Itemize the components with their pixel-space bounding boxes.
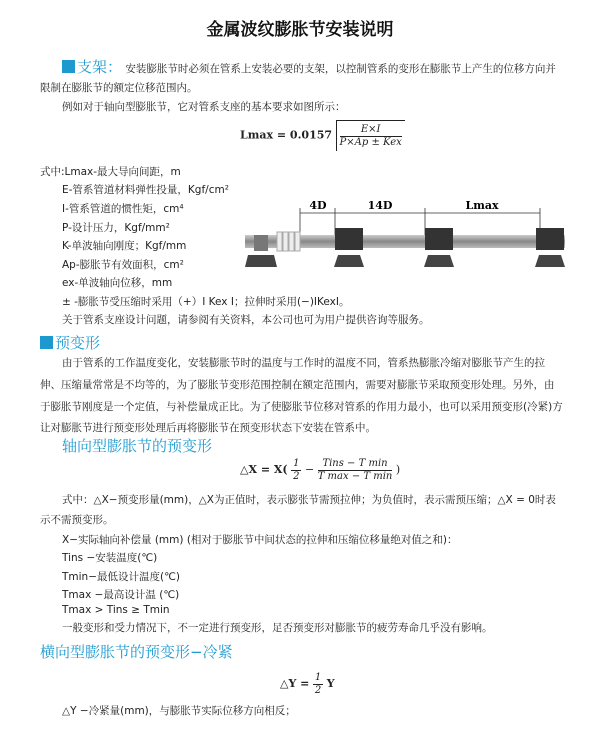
page-title: 金属波纹膨胀节安装说明 (206, 20, 394, 40)
half-num: 1 (293, 457, 300, 469)
axial-def: Tmax −最高设计温 (℃) (62, 589, 180, 601)
half-fraction (291, 458, 301, 483)
dim-label-lmax: Lmax (465, 199, 499, 212)
para-line: 于膨胀节刚度是一个定值，与补偿量成正比。为了使膨胀节位移对管系的作用力最小，也可以采用预变形(冷紧)方 (40, 401, 563, 413)
formula-numerator: E×I (340, 124, 402, 137)
axial-def: Tmin−最低设计温度(℃) (62, 571, 180, 583)
def-line: ± -膨胀节受压缩时采用（+）I Kex I；拉伸时采用(−)IKexI。 (62, 296, 350, 308)
minus-sign: − (304, 463, 315, 476)
dim-label-14d: 14D (367, 199, 393, 212)
square-bullet-icon (62, 60, 75, 73)
lateral-def: △Y −冷紧量(mm)，与膨胀节实际位移方向相反； (62, 705, 296, 717)
axial-lhs: △X = X( (240, 463, 288, 476)
predeform-heading-text: 预变形 (55, 334, 101, 352)
support-intro-1: 安装膨胀节时必须在管系上安装必要的支架，以控制管系的变形在膨胀节上产生的位移方向并 (125, 63, 556, 75)
pipe-support-diagram (240, 195, 570, 280)
predeform-heading (40, 333, 100, 353)
half-den: 2 (293, 470, 300, 482)
support-example: 例如对于轴向型膨胀节，它对管系支座的基本要求如图所示： (62, 101, 346, 113)
temp-fraction (318, 458, 393, 483)
lmax-formula (240, 120, 405, 151)
axial-def: 式中：△X−预变形量(mm)，△X为正值时，表示膨张节需预拉伸；为负值时，表示需预压缩；△X = 0时表 (62, 494, 556, 506)
bellows (277, 232, 300, 251)
axial-def: Tmax > Tins ≥ Tmin (62, 604, 170, 616)
support-heading-line (62, 57, 556, 77)
def-line: K-单波轴向刚度；Kgf/mm (62, 240, 187, 252)
def-line: Ap-膨胀节有效面积，cm² (62, 259, 184, 271)
def-line: E-管系管道材料弹性投量，Kgf/cm² (62, 184, 229, 196)
lateral-den: 2 (314, 684, 322, 696)
para-line: 伸、压缩量常常是不均等的，为了膨胀节变形范围控制在额定范围内，需要对膨胀节采取预变形处理。另外，由 (40, 379, 555, 391)
anchor-base (245, 255, 277, 267)
dim-label-4d: 4D (309, 199, 327, 212)
temp-num: Tins − T min (318, 458, 393, 471)
support-heading (62, 58, 122, 76)
def-line: I-管系管道的惯性矩，cm⁴ (62, 203, 184, 215)
axial-def: 一般变形和受力情况下，不一定进行预变形，足否预变形对膨胀节的疲劳寿命几乎没有影响。 (62, 622, 493, 634)
lateral-formula (280, 670, 335, 698)
para-line: 由于管系的工作温度变化，安装膨胀节时的温度与工作时的温度不同，管系热膨胀冷缩对膨胀节产生的拉 (62, 357, 545, 369)
support-intro-2: 限制在膨胀节的额定位移范围内。 (40, 82, 198, 94)
def-line: 式中:Lmax-最大导向间距，m (40, 166, 181, 178)
lateral-fraction (313, 672, 323, 697)
support-heading-text: 支架： (77, 58, 123, 76)
formula-lhs: Lmax = 0.0157 (240, 128, 333, 142)
axial-def: 示不需预变形。 (40, 514, 114, 526)
def-line: 关于管系支座设计问题，请参阅有关资料，本公司也可为用户提供咨询等服务。 (62, 314, 430, 326)
lateral-rhs: Y (326, 677, 335, 690)
axial-def: Tins −安装温度(℃) (62, 552, 158, 564)
para-line: 让对膨胀节进行预变形处理后再将膨胀节在预变形状态下安装在管系中。 (40, 422, 376, 434)
formula-fraction (340, 124, 402, 149)
lateral-heading: 横向型膨胀节的预变形−冷紧 (40, 643, 233, 661)
close-paren: ) (395, 463, 401, 476)
axial-heading: 轴向型膨胀节的预变形 (62, 437, 213, 455)
lateral-lhs: △Y = (280, 677, 310, 690)
def-line: P-设计压力，Kgf/mm² (62, 222, 170, 234)
temp-den: T max − T min (317, 470, 393, 482)
axial-formula (240, 456, 400, 484)
formula-denominator: P×Ap ± Kex (339, 136, 402, 148)
lateral-num: 1 (314, 671, 322, 683)
axial-def: X−实际轴向补偿量 (mm) (相对于膨胀节中间状态的拉伸和压缩位移量绝对值之和)： (62, 534, 458, 546)
def-line: ex-单波轴向位移，mm (62, 277, 173, 289)
square-bullet-icon (40, 336, 53, 349)
anchor-block (254, 235, 268, 251)
